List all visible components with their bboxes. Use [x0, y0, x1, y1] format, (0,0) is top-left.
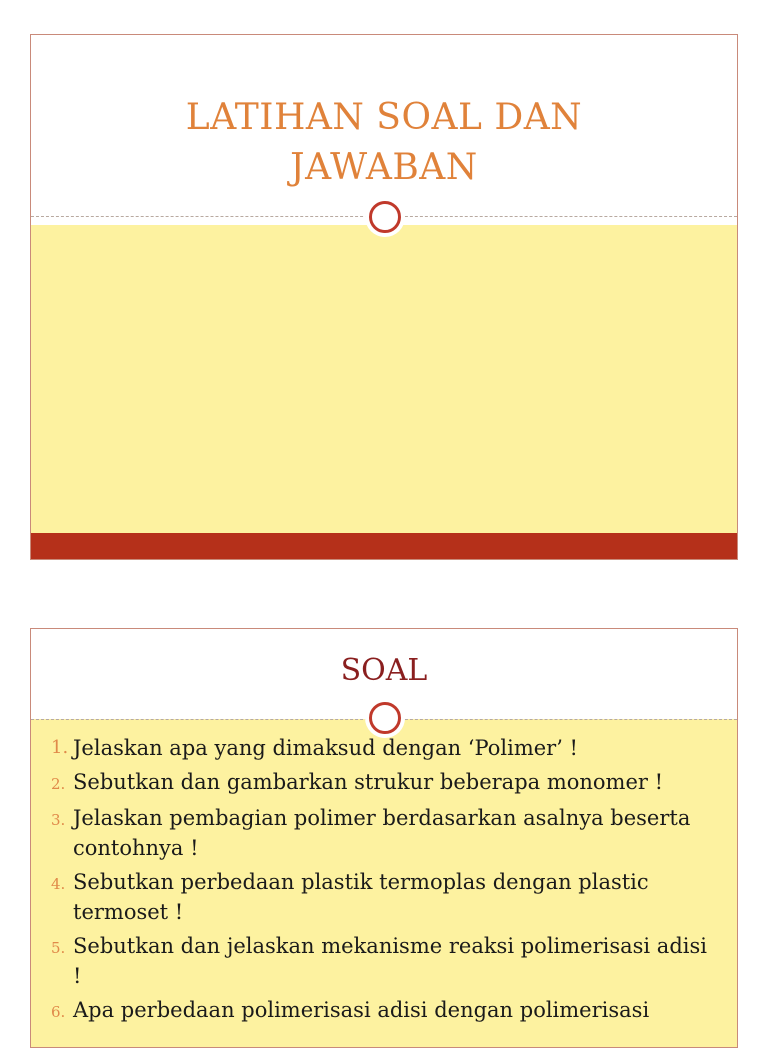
question-item	[51, 867, 717, 927]
bottom-accent-bar	[31, 533, 737, 559]
question-text: Apa perbedaan polimerisasi adisi dengan polimerisasi	[73, 998, 650, 1022]
question-item	[51, 931, 717, 991]
question-number: 3.	[51, 811, 66, 829]
question-text: Sebutkan perbedaan plastik termoplas dengan plastic termoset !	[73, 870, 649, 924]
question-text: Sebutkan dan jelaskan mekanisme reaksi polimerisasi adisi !	[73, 934, 707, 988]
slide-heading: SOAL	[340, 653, 428, 688]
question-number: 6.	[51, 1003, 66, 1021]
ring-ornament-icon	[369, 201, 401, 233]
ring-ornament-icon	[369, 702, 401, 734]
question-text: Jelaskan pembagian polimer berdasarkan asalnya beserta contohnya !	[73, 806, 691, 860]
question-number: 1.	[51, 737, 69, 758]
slide-title	[31, 93, 737, 193]
questions-slide	[30, 628, 738, 1048]
question-item	[51, 803, 717, 863]
slide-title-line1: LATIHAN SOAL DAN	[185, 97, 583, 138]
question-item	[51, 995, 717, 1027]
question-item	[51, 733, 717, 763]
question-item	[51, 767, 717, 799]
question-text: Jelaskan apa yang dimaksud dengan ‘Polimer’ !	[73, 736, 578, 760]
question-number: 2.	[51, 775, 66, 793]
question-list	[51, 733, 717, 1031]
question-number: 5.	[51, 939, 66, 957]
slide-title-line2: JAWABAN	[290, 147, 478, 188]
title-slide	[30, 34, 738, 560]
yellow-panel	[31, 225, 737, 533]
question-text: Sebutkan dan gambarkan strukur beberapa monomer !	[73, 770, 664, 794]
question-number: 4.	[51, 875, 66, 893]
